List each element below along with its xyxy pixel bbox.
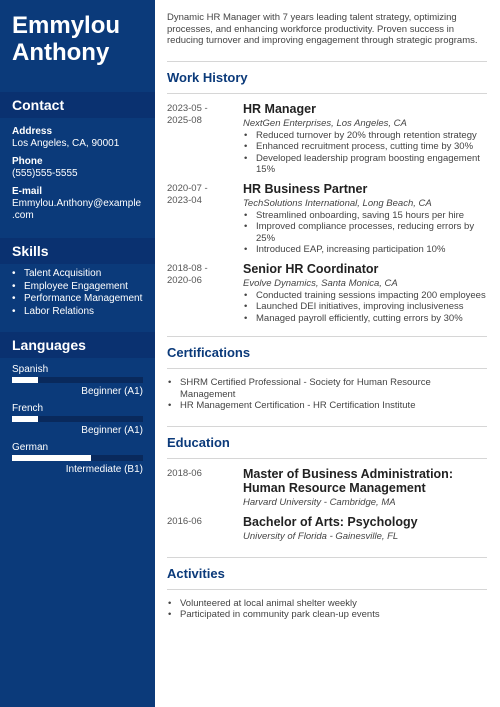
skills-heading: Skills bbox=[0, 238, 155, 264]
education-details bbox=[243, 515, 487, 543]
job-bullet: • Introduced EAP, increasing participation 10% bbox=[243, 244, 487, 256]
job-title: HR Manager bbox=[243, 101, 316, 116]
education-details bbox=[243, 467, 487, 509]
first-name: Emmylou bbox=[12, 12, 121, 39]
job-bullet: • Managed payroll efficiently, cutting errors by 30% bbox=[243, 313, 487, 325]
phone-label: Phone bbox=[12, 156, 43, 167]
certifications-heading: Certifications bbox=[167, 345, 251, 360]
divider bbox=[167, 61, 487, 62]
certifications-list bbox=[167, 377, 487, 412]
language-level-fill bbox=[12, 416, 38, 422]
job-bullets bbox=[243, 210, 487, 256]
email-value-line1[interactable]: Emmylou.Anthony@example bbox=[12, 198, 142, 209]
education-entry bbox=[167, 515, 487, 543]
language-name: German bbox=[12, 442, 49, 453]
job-dates bbox=[167, 182, 243, 256]
divider bbox=[167, 557, 487, 558]
address-label: Address bbox=[12, 126, 53, 137]
job-start-date: 2023-05 - bbox=[167, 102, 208, 114]
job-start-date: 2020-07 - bbox=[167, 182, 208, 194]
job-start-date: 2018-08 - bbox=[167, 262, 208, 274]
job-details bbox=[243, 102, 487, 176]
activity-item: • Participated in community park clean-up events bbox=[167, 609, 487, 621]
skill-item: • Performance Management bbox=[12, 293, 143, 305]
language-level: Beginner (A1) bbox=[81, 386, 143, 397]
job-bullet: • Enhanced recruitment process, cutting time by 30% bbox=[243, 141, 487, 153]
skills-list bbox=[0, 264, 155, 317]
language-level: Intermediate (B1) bbox=[65, 464, 143, 475]
job-bullet: • Streamlined onboarding, saving 15 hours per hire bbox=[243, 210, 487, 222]
candidate-name bbox=[0, 0, 155, 66]
main-content bbox=[167, 0, 487, 621]
language-level-fill bbox=[12, 377, 38, 383]
activities-heading: Activities bbox=[167, 565, 225, 581]
skill-item: • Employee Engagement bbox=[12, 281, 143, 293]
language-level: Beginner (A1) bbox=[81, 425, 143, 436]
language-level-bar bbox=[12, 377, 143, 383]
language-level-fill bbox=[12, 455, 91, 461]
divider bbox=[167, 426, 487, 427]
education-heading: Education bbox=[167, 434, 230, 450]
job-bullet: • Improved compliance processes, reducing errors by 25% bbox=[243, 221, 487, 244]
language-level-bar bbox=[12, 416, 143, 422]
languages-heading: Languages bbox=[0, 332, 155, 358]
job-company: Evolve Dynamics, Santa Monica, CA bbox=[243, 277, 398, 289]
job-end-date: 2023-04 bbox=[167, 194, 202, 206]
language-level-bar bbox=[12, 455, 143, 461]
job-bullet: • Developed leadership program boosting engagement 15% bbox=[243, 153, 487, 176]
skill-item: • Labor Relations bbox=[12, 306, 143, 318]
job-details bbox=[243, 182, 487, 256]
activity-item: • Volunteered at local animal shelter weekly bbox=[167, 598, 487, 610]
language-name: French bbox=[12, 403, 44, 414]
work-history-heading: Work History bbox=[167, 69, 248, 85]
last-name: Anthony bbox=[12, 39, 110, 66]
job-end-date: 2020-06 bbox=[167, 274, 202, 286]
address-value: Los Angeles, CA, 90001 bbox=[12, 138, 120, 149]
school: University of Florida - Gainesville, FL bbox=[243, 530, 399, 542]
job-bullet: • Launched DEI initiatives, improving inclusiveness bbox=[243, 301, 487, 313]
job-dates bbox=[167, 262, 243, 325]
job-dates bbox=[167, 102, 243, 176]
job-title: Senior HR Coordinator bbox=[243, 261, 379, 276]
degree: Bachelor of Arts: Psychology bbox=[243, 514, 418, 529]
education-date: 2016-06 bbox=[167, 515, 202, 527]
certification-item: • SHRM Certified Professional - Society for Human Resource Management bbox=[167, 377, 487, 400]
education-entry bbox=[167, 467, 487, 509]
certification-item: • HR Management Certification - HR Certification Institute bbox=[167, 400, 487, 412]
job-end-date: 2025-08 bbox=[167, 114, 202, 126]
job-entry bbox=[167, 182, 487, 256]
job-entry bbox=[167, 102, 487, 176]
activities-list bbox=[167, 598, 487, 621]
contact-block bbox=[0, 118, 155, 226]
job-title: HR Business Partner bbox=[243, 181, 368, 196]
language-name: Spanish bbox=[12, 364, 49, 375]
divider bbox=[167, 336, 487, 337]
job-bullet: • Conducted training sessions impacting 200 employees bbox=[243, 290, 487, 302]
job-bullet: • Reduced turnover by 20% through retention strategy bbox=[243, 130, 487, 142]
job-bullets bbox=[243, 290, 487, 325]
degree: Master of Business Administration: Human Resource Management bbox=[243, 466, 453, 495]
sidebar bbox=[0, 0, 155, 707]
contact-heading: Contact bbox=[0, 92, 155, 118]
school: Harvard University - Cambridge, MA bbox=[243, 496, 396, 508]
email-value-line2[interactable]: .com bbox=[12, 210, 34, 221]
education-date: 2018-06 bbox=[167, 467, 202, 479]
job-bullets bbox=[243, 130, 487, 176]
job-company: TechSolutions International, Long Beach, CA bbox=[243, 197, 432, 209]
job-company: NextGen Enterprises, Los Angeles, CA bbox=[243, 117, 407, 129]
skill-item: • Talent Acquisition bbox=[12, 268, 143, 280]
email-label: E-mail bbox=[12, 186, 43, 197]
phone-value: (555)555-5555 bbox=[12, 168, 78, 179]
job-entry bbox=[167, 262, 487, 325]
job-details bbox=[243, 262, 487, 325]
professional-summary: Dynamic HR Manager with 7 years leading talent strategy, optimizing processes, and enhancing workforce productivity. Proven success in reducing turnover and improving engagement through strategic programs. bbox=[167, 12, 478, 46]
languages-block bbox=[0, 364, 155, 475]
